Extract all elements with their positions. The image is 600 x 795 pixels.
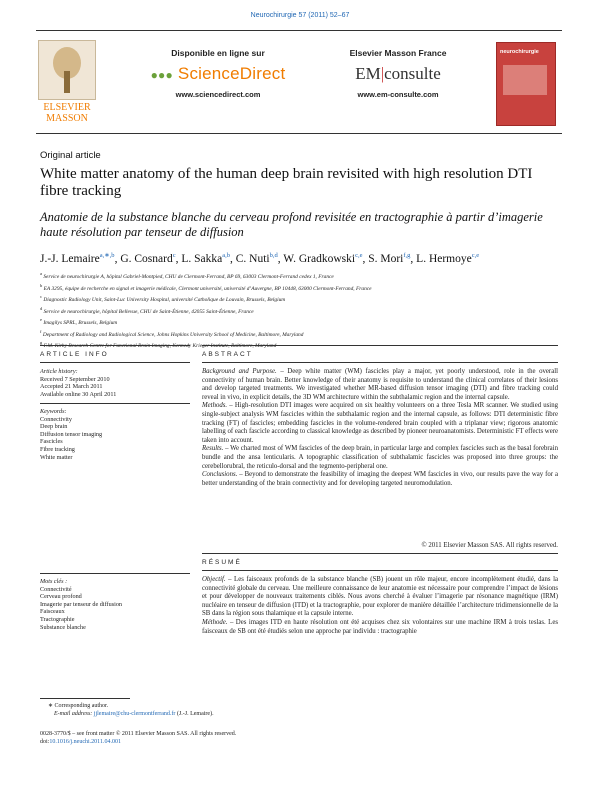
abstract-paragraph: Background and Purpose. – Deep white matter (WM) fascicles play a major, yet poorly understood, role in the overall connectivity of human brain. Better knowledge of their anatomy is requisite to understand the clinical correlates of their lesions and develop targeted treatments. We investigated whether MR-based diffusion tensor imaging (DTI) and fibre tracking could reveal in vivo, in explicit details, the 3D WM architecture within the subthalamic region and the internal capsule. bbox=[202, 368, 558, 401]
affiliation: $^d$ Service de neurochirurgie, hôpital Bellevue, CHU de Saint-Étienne, 42055 Saint-Étienne, France bbox=[40, 305, 254, 315]
author[interactable]: L. Hermoye bbox=[416, 252, 472, 265]
keyword: Diffusion tensor imaging bbox=[40, 430, 103, 438]
history-received: Received 7 September 2010 bbox=[40, 375, 110, 383]
author[interactable]: L. Sakka bbox=[181, 252, 223, 265]
keywords-label: Keywords: bbox=[40, 408, 67, 415]
history-label: Article history: bbox=[40, 368, 78, 375]
corresponding-label: Corresponding author. bbox=[54, 703, 109, 709]
cover-figure bbox=[503, 65, 547, 95]
elsevier-logo bbox=[38, 40, 96, 122]
mots-cles-label: Mots clés : bbox=[40, 578, 68, 585]
author-affil-sup[interactable]: f,g bbox=[403, 252, 411, 259]
author-affil-sup[interactable]: a,∗,b bbox=[99, 252, 115, 259]
abstract-paragraph: Methods. – High-resolution DTI images were acquired on six healthy volunteers on a three Tesla MR scanner. We studied using single-subject analysis WM fascicles within the subthalamic region and the internal capsule, as follows: DTI deterministic fibre tracking (FT) of fascicles; embedding fascicles in the volume-rendered brain coupled with a triplanar view; rigorous anatomic labelling of each fascicle according to classical knowledge as described by pioneer neuroanatomists. Deterministic FT effects were taken into account. bbox=[202, 402, 558, 444]
journal-header bbox=[36, 30, 562, 134]
mot-cle: Tractographie bbox=[40, 615, 75, 623]
author[interactable]: W. Gradkowski bbox=[283, 252, 356, 265]
affiliation: $^c$ Diagnostic Radiology Unit, Saint-Luc University Hospital, université Catholique de Louvain, Brussels, Belgium bbox=[40, 294, 286, 303]
info-sep-rule bbox=[40, 403, 190, 404]
abstract-paragraph: Conclusions. – Beyond to demonstrate the feasibility of imaging the deepest WM fascicles in vivo, our results pave the way for a better understanding of the brain connectivity and for developing targeted neuromodulation. bbox=[202, 471, 558, 487]
affiliations bbox=[40, 270, 560, 351]
em-consulte-url[interactable]: www.em-consulte.com bbox=[357, 90, 439, 99]
mot-cle: Faisceaux bbox=[40, 608, 65, 616]
keyword: Deep brain bbox=[40, 423, 68, 431]
affiliation: $^a$ Service de neurochirurgie A, hôpital Gabriel-Montpied, CHU de Clermont-Ferrand, BP 69, 63003 Clermont-Ferrand cedex 1, France bbox=[40, 271, 334, 280]
sciencedirect-dots-icon: ●●● bbox=[150, 68, 173, 82]
sciencedirect-logo: ●●● ScienceDirect bbox=[150, 64, 286, 83]
info-mid-rule bbox=[40, 362, 190, 363]
issn-line: 0028-3770/$ – see front matter © 2011 Elsevier Masson SAS. All rights reserved. bbox=[40, 731, 237, 737]
mot-cle: Substance blanche bbox=[40, 623, 86, 631]
keywords bbox=[40, 408, 190, 461]
affiliation: $^g$ F.M. Kirby Research Centre for Functional Brain Imaging, Kennedy Krieger Institute, Baltimore, Maryland bbox=[40, 340, 277, 349]
keyword: Fascicles bbox=[40, 438, 63, 446]
abstract-mid-rule bbox=[202, 362, 558, 363]
info-top-rule bbox=[40, 345, 190, 346]
mots-cles-rule bbox=[40, 573, 190, 574]
journal-cover-image bbox=[496, 42, 556, 126]
sd-available-label: Disponible en ligne sur bbox=[171, 48, 265, 58]
keyword: Fibre tracking bbox=[40, 445, 75, 453]
asterisk-icon: ∗ bbox=[48, 703, 54, 709]
author-affil-sup[interactable]: a,b bbox=[222, 252, 230, 259]
cover-journal-name: neurochirurgie bbox=[500, 49, 539, 55]
author[interactable]: S. Mori bbox=[368, 252, 404, 265]
abstract-heading: ABSTRACT bbox=[202, 351, 253, 358]
abstract-paragraph: Results. – We charted most of WM fascicles of the deep brain, in particular large and complex fascicles such as the basal forebrain bundle and the ansa lenticularis. A topographic classification of subthalamic fascicles was proposed into three groups: the cerebellorubral, the reticulo-dorsal and the tegmento-peripheral one. bbox=[202, 445, 558, 470]
issn-doi-block: 0028-3770/$ – see front matter © 2011 Elsevier Masson SAS. All rights reserved. doi:10.1016/j.neuchi.2011.04.001 bbox=[40, 730, 560, 746]
resume-body bbox=[202, 576, 558, 636]
article-title-french: Anatomie de la substance blanche du cerveau profond revisitée en tractographie à partir d’imagerie haute résolution par tenseur de diffusion bbox=[40, 210, 543, 239]
abstract-top-rule bbox=[202, 345, 558, 346]
abstract-body bbox=[202, 368, 558, 488]
email-label: E-mail address: bbox=[54, 711, 93, 717]
masson-logo-text: MASSON bbox=[46, 113, 88, 124]
keyword: White matter bbox=[40, 453, 73, 461]
author[interactable]: G. Cosnard bbox=[120, 252, 173, 265]
em-consulte-block[interactable] bbox=[318, 44, 478, 120]
keyword: Connectivity bbox=[40, 415, 72, 423]
history-online: Available online 30 April 2011 bbox=[40, 390, 117, 398]
article-title: White matter anatomy of the human deep brain revisited with high resolution DTI fibre tracking bbox=[40, 166, 533, 199]
affiliation: $^f$ Department of Radiology and Radiological Science, Johns Hopkins University School of Medicine, Baltimore, Maryland bbox=[40, 328, 304, 338]
author-affil-sup[interactable]: c,e bbox=[471, 252, 480, 259]
resume-paragraph: Méthode. – Des images ITD en haute résolution ont été acquises chez six volontaires sur une machine IRM à trois teslas. Les faisceaux de SB ont été étudiés selon une approche par individu : tractographie bbox=[202, 618, 558, 635]
journal-reference[interactable]: Neurochirurgie 57 (2011) 52–67 bbox=[250, 12, 350, 19]
affiliation: $^e$ Imagilys SPRL, Brussels, Belgium bbox=[40, 317, 118, 326]
affiliation: $^b$ EA 3295, équipe de recherche en signal et imagerie médicale, Clermont université, université d’Auvergne, BP 10448, 63000 Clermont-Ferrand, France bbox=[40, 282, 372, 292]
elsevier-logo-text: ELSEVIER bbox=[43, 102, 91, 113]
article-type: Original article bbox=[40, 150, 101, 161]
resume-heading: RÉSUMÉ bbox=[202, 559, 242, 566]
mot-cle: Cerveau profond bbox=[40, 593, 82, 601]
email-link[interactable]: jjlemaire@chu-clermontferrand.fr bbox=[93, 711, 176, 717]
sciencedirect-block[interactable] bbox=[138, 44, 298, 120]
author[interactable]: J.-J. Lemaire bbox=[40, 252, 100, 265]
author-affil-sup[interactable]: b,d bbox=[269, 252, 278, 259]
article-info-heading: ARTICLE INFO bbox=[40, 351, 109, 358]
resume-rule bbox=[202, 570, 558, 571]
author-affil-sup[interactable]: c,e bbox=[355, 252, 363, 259]
mot-cle: Connectivité bbox=[40, 585, 72, 593]
footnote-rule bbox=[40, 698, 130, 699]
em-publisher-label: Elsevier Masson France bbox=[349, 48, 447, 58]
abstract-bottom-rule bbox=[202, 553, 558, 554]
resume-paragraph: Objectif. – Les faisceaux profonds de la substance blanche (SB) jouent un rôle majeur, encore incomplètement étudié, dans la connectivité globale du cerveau. Une meilleure connaissance de leur anatomie est nécessaire pour comprendre l’impact de lésions et pour développer de nouveaux traitements ciblés. Nous avons cherché à évaluer l’imagerie par résonance magnétique (IRM) nucléaire en tenseur de diffusion (ITD) et la tractographie, pour explorer de manière détaillée l’architecture tridimensionnelle de la SB dans la région sous thalamique et la capsule interne. bbox=[202, 576, 558, 618]
author-list: J.-J. Lemaire$^{a,∗,b}$, G. Cosnard$^c$, L. Sakka$^{a,b}$, C. Nuti$^{b,d}$, W. Gradkowski$^{c,e}$, S. Mori$^{f,g}$, L. Hermoye$^{c,e}$ bbox=[40, 252, 480, 265]
author-affil-sup[interactable]: c bbox=[172, 252, 176, 259]
sciencedirect-url[interactable]: www.sciencedirect.com bbox=[175, 90, 261, 99]
corresponding-author-note: ∗ Corresponding author. E-mail address: jjlemaire@chu-clermontferrand.fr (J.-J. Lemaire). bbox=[48, 703, 214, 717]
doi-link[interactable]: 10.1016/j.neuchi.2011.04.001 bbox=[49, 739, 121, 745]
history-accepted: Accepted 21 March 2011 bbox=[40, 383, 103, 391]
article-history bbox=[40, 368, 190, 398]
elsevier-tree-icon bbox=[38, 40, 96, 100]
abstract-copyright: © 2011 Elsevier Masson SAS. All rights reserved. bbox=[421, 542, 558, 549]
author[interactable]: C. Nuti bbox=[235, 252, 270, 265]
em-consulte-logo: EM|consulte bbox=[355, 64, 441, 83]
mot-cle: Imagerie par tenseur de diffusion bbox=[40, 600, 123, 608]
mots-cles bbox=[40, 578, 190, 631]
